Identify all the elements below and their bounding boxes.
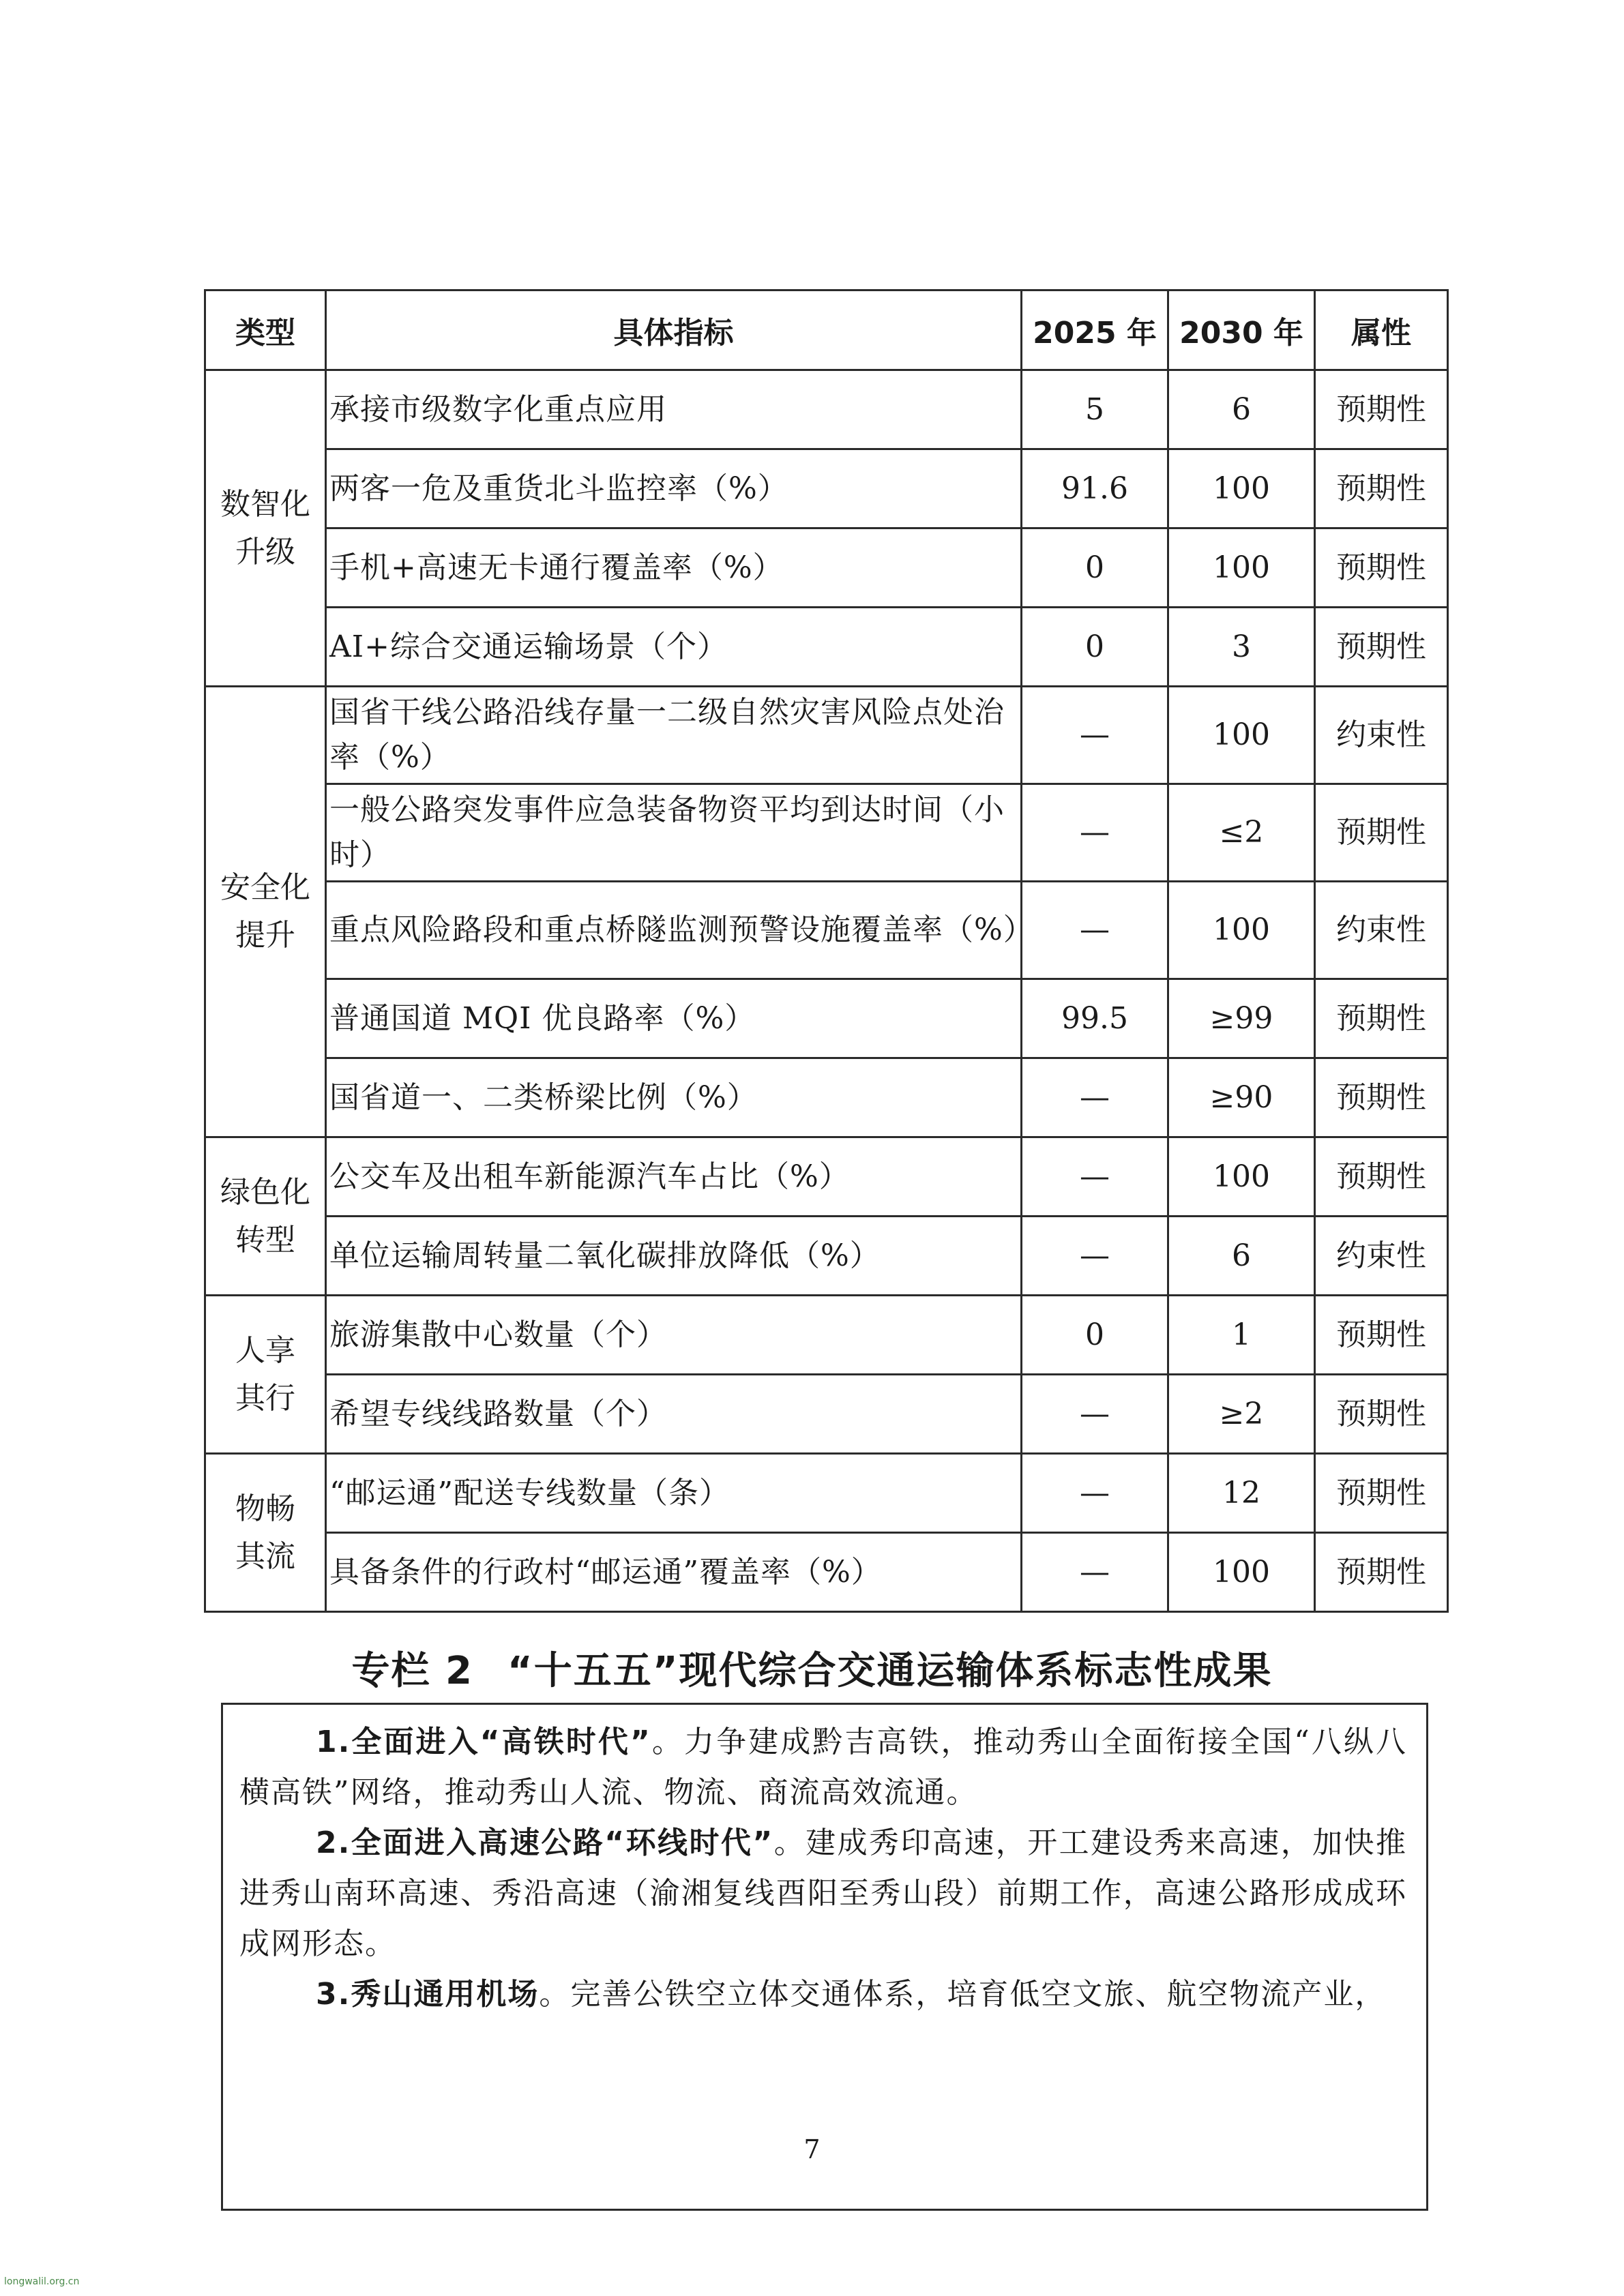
- value-2030-cell: 100: [1168, 1533, 1315, 1612]
- value-2025-cell: 99.5: [1022, 979, 1168, 1058]
- value-2025-cell: 0: [1022, 608, 1168, 687]
- value-2030-cell: 3: [1168, 608, 1315, 687]
- header-2025: 2025 年: [1022, 290, 1168, 370]
- attribute-cell: 预期性: [1315, 784, 1448, 882]
- indicator-cell: 希望专线线路数量（个）: [326, 1375, 1022, 1454]
- attribute-cell: 预期性: [1315, 1533, 1448, 1612]
- value-2030-cell: 6: [1168, 1217, 1315, 1296]
- indicator-cell: 一般公路突发事件应急装备物资平均到达时间（小时）: [326, 784, 1022, 882]
- value-2025-cell: —: [1022, 1533, 1168, 1612]
- achievement-body: 。建成秀印高速，开工建设秀来高速，加快推进秀山南环高速、秀沿高速（渝湘复线酉阳至秀山段）前期工作，高速公路形成成环成网形态。: [239, 1825, 1408, 1961]
- table-row: [205, 1137, 1448, 1217]
- attribute-cell: 约束性: [1315, 1217, 1448, 1296]
- indicator-cell: 单位运输周转量二氧化碳排放降低（%）: [326, 1217, 1022, 1296]
- indicator-cell: 普通国道 MQI 优良路率（%）: [326, 979, 1022, 1058]
- value-2030-cell: 100: [1168, 687, 1315, 784]
- column-box-number: 专栏 2: [351, 1649, 473, 1693]
- table-row: [205, 449, 1448, 528]
- value-2030-cell: 12: [1168, 1454, 1315, 1533]
- value-2025-cell: 5: [1022, 370, 1168, 449]
- achievement-body: 。力争建成黔吉高铁，推动秀山全面衔接全国“八纵八横高铁”网络，推动秀山人流、物流、商流高效流通。: [239, 1725, 1407, 1810]
- category-cell: 人享 其行: [205, 1296, 326, 1454]
- value-2030-cell: ≥2: [1168, 1375, 1315, 1454]
- indicator-cell: 重点风险路段和重点桥隧监测预警设施覆盖率（%）: [326, 882, 1022, 979]
- attribute-cell: 约束性: [1315, 882, 1448, 979]
- value-2025-cell: 0: [1022, 1296, 1168, 1375]
- indicator-cell: 国省道一、二类桥梁比例（%）: [326, 1058, 1022, 1137]
- table-row: [205, 1375, 1448, 1454]
- category-cell: 物畅 其流: [205, 1454, 326, 1612]
- table-header-row: [205, 290, 1448, 370]
- header-2030: 2030 年: [1168, 290, 1315, 370]
- category-cell: 数智化 升级: [205, 370, 326, 687]
- table-row: [205, 370, 1448, 449]
- value-2030-cell: 6: [1168, 370, 1315, 449]
- value-2025-cell: —: [1022, 687, 1168, 784]
- attribute-cell: 预期性: [1315, 1375, 1448, 1454]
- value-2030-cell: 100: [1168, 528, 1315, 608]
- attribute-cell: 预期性: [1315, 1058, 1448, 1137]
- header-attribute: 属性: [1315, 290, 1448, 370]
- table-row: [205, 1533, 1448, 1612]
- indicator-cell: AI+综合交通运输场景（个）: [326, 608, 1022, 687]
- table-row: [205, 1454, 1448, 1533]
- header-category: 类型: [205, 290, 326, 370]
- value-2030-cell: ≥99: [1168, 979, 1315, 1058]
- attribute-cell: 预期性: [1315, 1137, 1448, 1217]
- achievement-lead: 1.全面进入“高铁时代”: [316, 1725, 651, 1759]
- indicator-cell: “邮运通”配送专线数量（条）: [326, 1454, 1022, 1533]
- achievement-lead: 2.全面进入高速公路“环线时代”: [316, 1825, 774, 1860]
- attribute-cell: 预期性: [1315, 370, 1448, 449]
- value-2025-cell: —: [1022, 882, 1168, 979]
- table-row: [205, 882, 1448, 979]
- value-2025-cell: —: [1022, 1137, 1168, 1217]
- table-row: [205, 784, 1448, 882]
- table-row: [205, 528, 1448, 608]
- page-number: 7: [803, 2134, 821, 2164]
- value-2030-cell: 100: [1168, 1137, 1315, 1217]
- achievement-lead: 3.秀山通用机场: [316, 1977, 540, 2012]
- table-row: [205, 1296, 1448, 1375]
- indicator-cell: 旅游集散中心数量（个）: [326, 1296, 1022, 1375]
- header-indicator: 具体指标: [326, 290, 1022, 370]
- indicator-table: [204, 289, 1449, 1613]
- attribute-cell: 预期性: [1315, 1454, 1448, 1533]
- value-2025-cell: 0: [1022, 528, 1168, 608]
- category-cell: 安全化 提升: [205, 687, 326, 1137]
- table-row: [205, 608, 1448, 687]
- attribute-cell: 预期性: [1315, 528, 1448, 608]
- attribute-cell: 预期性: [1315, 1296, 1448, 1375]
- value-2030-cell: 100: [1168, 449, 1315, 528]
- value-2025-cell: —: [1022, 1375, 1168, 1454]
- indicator-cell: 承接市级数字化重点应用: [326, 370, 1022, 449]
- value-2030-cell: ≥90: [1168, 1058, 1315, 1137]
- attribute-cell: 预期性: [1315, 608, 1448, 687]
- column-box-heading: “十五五”现代综合交通运输体系标志性成果: [507, 1649, 1273, 1693]
- column-box-title: [0, 1641, 1624, 1695]
- value-2025-cell: —: [1022, 784, 1168, 882]
- category-cell: 绿色化 转型: [205, 1137, 326, 1296]
- value-2025-cell: 91.6: [1022, 449, 1168, 528]
- value-2025-cell: —: [1022, 1217, 1168, 1296]
- table-row: [205, 1217, 1448, 1296]
- table-row: [205, 1058, 1448, 1137]
- achievement-item: [239, 1969, 1407, 2020]
- value-2025-cell: —: [1022, 1454, 1168, 1533]
- achievement-item: [239, 1818, 1407, 1969]
- table-row: [205, 979, 1448, 1058]
- indicator-cell: 公交车及出租车新能源汽车占比（%）: [326, 1137, 1022, 1217]
- indicator-cell: 两客一危及重货北斗监控率（%）: [326, 449, 1022, 528]
- achievement-item: [239, 1717, 1407, 1818]
- value-2030-cell: 1: [1168, 1296, 1315, 1375]
- watermark: longwalil.org.cn: [4, 2276, 80, 2287]
- value-2030-cell: 100: [1168, 882, 1315, 979]
- indicator-cell: 手机+高速无卡通行覆盖率（%）: [326, 528, 1022, 608]
- attribute-cell: 约束性: [1315, 687, 1448, 784]
- value-2025-cell: —: [1022, 1058, 1168, 1137]
- indicator-cell: 具备条件的行政村“邮运通”覆盖率（%）: [326, 1533, 1022, 1612]
- attribute-cell: 预期性: [1315, 979, 1448, 1058]
- value-2030-cell: ≤2: [1168, 784, 1315, 882]
- table-body: [205, 370, 1448, 1612]
- table-row: [205, 687, 1448, 784]
- attribute-cell: 预期性: [1315, 449, 1448, 528]
- indicator-cell: 国省干线公路沿线存量一二级自然灾害风险点处治率（%）: [326, 687, 1022, 784]
- achievement-body: 。完善公铁空立体交通体系，培育低空文旅、航空物流产业，: [539, 1977, 1387, 2012]
